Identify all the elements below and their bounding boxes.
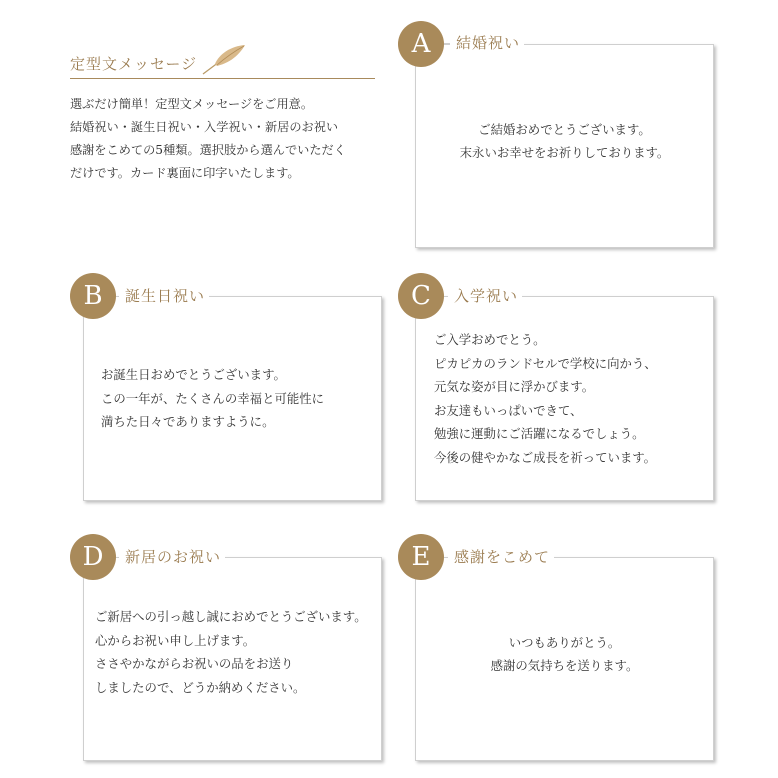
card-a-title: 結婚祝い bbox=[450, 33, 524, 53]
intro-line: 結婚祝い・誕生日祝い・入学祝い・新居のお祝い bbox=[70, 120, 339, 134]
card-b bbox=[83, 296, 382, 501]
card-b-title: 誕生日祝い bbox=[119, 286, 209, 306]
intro-line: 感謝をこめての5種類。選択肢から選んでいただく bbox=[70, 143, 346, 157]
message-line: ご入学おめでとう。 bbox=[434, 332, 546, 347]
intro-title: 定型文メッセージ bbox=[70, 55, 198, 73]
message-line: お友達もいっぱいできて、 bbox=[434, 402, 583, 418]
card-e-badge: E bbox=[398, 534, 444, 580]
message-line: しましたので、どうか納めください。 bbox=[95, 679, 306, 695]
card-c-title: 入学祝い bbox=[448, 286, 522, 306]
card-c-badge: C bbox=[398, 273, 444, 319]
message-line: ご結婚おめでとうございます。 bbox=[478, 121, 651, 137]
card-e-message bbox=[416, 548, 713, 760]
message-line: ささやかながらお祝いの品をお送り bbox=[95, 656, 294, 671]
card-a bbox=[415, 44, 714, 248]
feather-icon bbox=[201, 44, 247, 76]
card-a-badge: A bbox=[398, 21, 444, 67]
message-line: 元気な姿が目に浮かびます。 bbox=[434, 379, 595, 394]
message-line: 今後の健やかなご成長を祈っています。 bbox=[434, 449, 657, 465]
card-d-message bbox=[84, 544, 381, 760]
message-line: 心からお祝い申し上げます。 bbox=[95, 632, 256, 648]
intro-line: だけです。カード裏面に印字いたします。 bbox=[70, 166, 300, 180]
message-line: 満ちた日々でありますように。 bbox=[101, 414, 275, 430]
card-c-message bbox=[416, 297, 713, 500]
message-line: この一年が、たくさんの幸福と可能性に bbox=[101, 390, 325, 406]
message-line: ご新居への引っ越し誠におめでとうございます。 bbox=[95, 609, 367, 624]
message-line: いつもありがとう。 bbox=[508, 634, 621, 650]
card-b-badge: B bbox=[70, 273, 116, 319]
message-line: ピカピカのランドセルで学校に向かう、 bbox=[434, 355, 657, 371]
card-d-badge: D bbox=[70, 534, 116, 580]
card-b-message bbox=[84, 297, 381, 500]
intro-title-row bbox=[70, 40, 375, 79]
card-e bbox=[415, 557, 714, 761]
intro-text bbox=[70, 93, 385, 185]
message-line: お誕生日おめでとうございます。 bbox=[101, 367, 286, 383]
card-e-title: 感謝をこめて bbox=[448, 547, 554, 567]
intro-section bbox=[70, 40, 380, 185]
intro-line: 選ぶだけ簡単！定型文メッセージをご用意。 bbox=[70, 97, 314, 111]
card-d-title: 新居のお祝い bbox=[119, 547, 225, 567]
message-line: 末永いお幸せをお祈りしております。 bbox=[459, 145, 670, 160]
message-line: 感謝の気持ちを送ります。 bbox=[490, 658, 639, 673]
card-a-message bbox=[416, 35, 713, 247]
card-d bbox=[83, 557, 382, 761]
card-c bbox=[415, 296, 714, 501]
message-line: 勉強に運動にご活躍になるでしょう。 bbox=[434, 426, 645, 441]
